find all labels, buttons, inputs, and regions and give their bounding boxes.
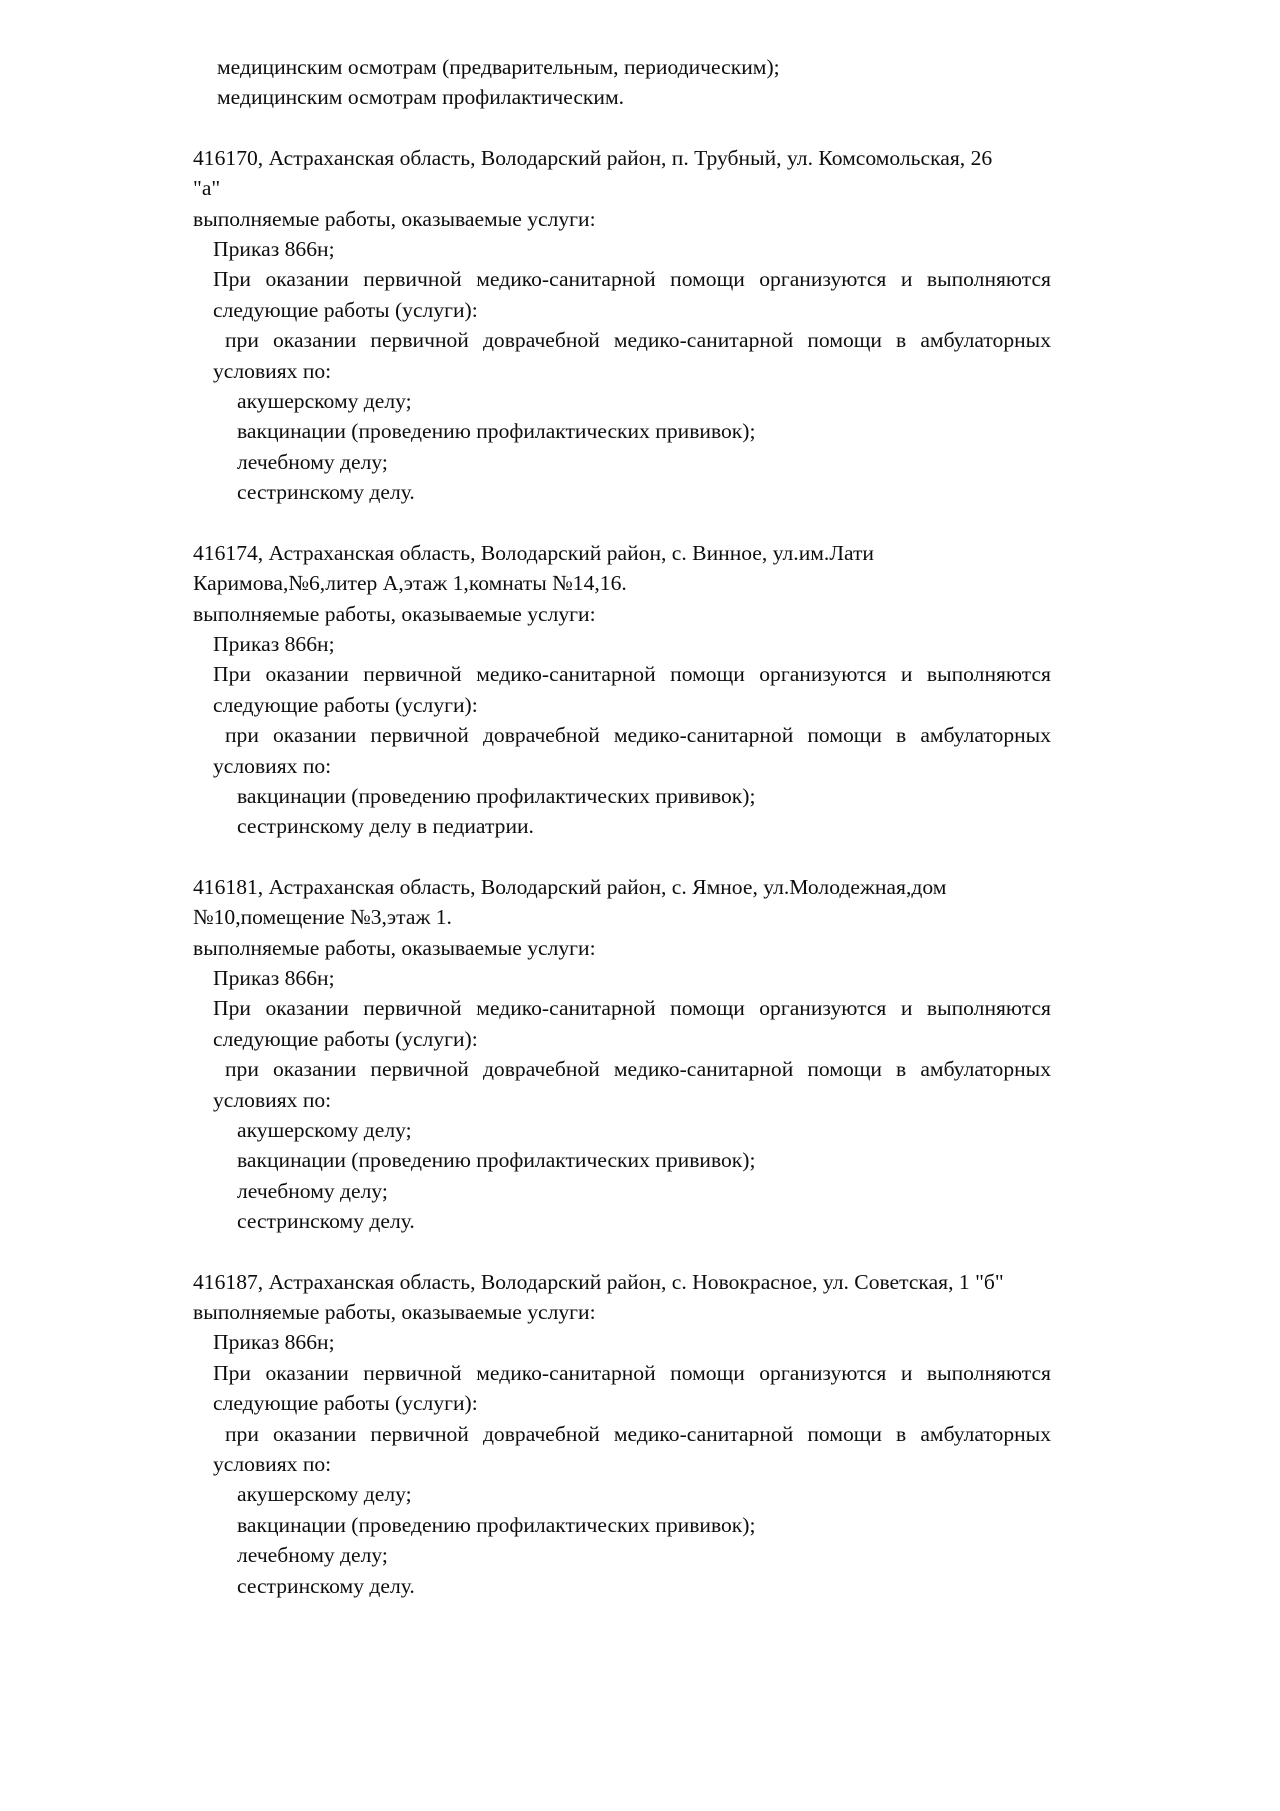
- service-item: лечебному делу;: [237, 449, 388, 474]
- address-block: [193, 1267, 1057, 1601]
- service-item: вакцинации (проведению профилактических прививок);: [237, 783, 756, 808]
- address-line: "а": [193, 176, 221, 201]
- order-label: Приказ 866н;: [213, 1330, 335, 1355]
- service-item: акушерскому делу;: [237, 1118, 412, 1142]
- service-item: лечебному делу;: [237, 1178, 388, 1203]
- works-services-label: выполняемые работы, оказываемые услуги:: [193, 1300, 596, 1325]
- document-text-body: [193, 52, 1057, 1601]
- primary-care-paragraph: При оказании первичной медико-санитарной помощи организуются и выполняются следующие работы (услуги):: [213, 267, 1057, 322]
- prehospital-paragraph: при оказании первичной доврачебной медико-санитарной помощи в амбулаторных условиях по:: [213, 723, 1057, 778]
- works-services-label: выполняемые работы, оказываемые услуги:: [193, 935, 596, 960]
- service-item: вакцинации (проведению профилактических прививок);: [237, 1148, 756, 1173]
- service-item: сестринскому делу.: [237, 1573, 415, 1598]
- prehospital-paragraph: при оказании первичной доврачебной медико-санитарной помощи в амбулаторных условиях по:: [213, 1421, 1057, 1477]
- address-line: №10,помещение №3,этаж 1.: [193, 905, 452, 930]
- works-services-label: выполняемые работы, оказываемые услуги:: [193, 601, 596, 626]
- service-item: акушерскому делу;: [237, 389, 412, 414]
- service-item: сестринскому делу.: [237, 480, 415, 505]
- primary-care-paragraph: При оказании первичной медико-санитарной помощи организуются и выполняются следующие работы (услуги):: [213, 996, 1057, 1051]
- works-services-label: выполняемые работы, оказываемые услуги:: [193, 206, 596, 231]
- service-item: акушерскому делу;: [237, 1482, 412, 1507]
- address-line: 416187, Астраханская область, Володарский район, с. Новокрасное, ул. Советская, 1 "б": [193, 1269, 1004, 1294]
- intro-line: медицинским осмотрам профилактическим.: [217, 85, 625, 110]
- prehospital-paragraph: при оказании первичной доврачебной медико-санитарной помощи в амбулаторных условиях по:: [213, 328, 1057, 383]
- address-line: 416174, Астраханская область, Володарский район, с. Винное, ул.им.Лати: [193, 540, 874, 565]
- service-item: вакцинации (проведению профилактических прививок);: [237, 1512, 756, 1537]
- address-line: 416181, Астраханская область, Володарский район, с. Ямное, ул.Молодежная,дом: [193, 874, 947, 899]
- intro-line: медицинским осмотрам (предварительным, периодическим);: [217, 55, 780, 79]
- primary-care-paragraph: При оказании первичной медико-санитарной помощи организуются и выполняются следующие работы (услуги):: [213, 1360, 1057, 1416]
- address-block: [193, 872, 1057, 1237]
- order-label: Приказ 866н;: [213, 237, 335, 262]
- prehospital-paragraph: при оказании первичной доврачебной медико-санитарной помощи в амбулаторных условиях по:: [213, 1057, 1057, 1112]
- address-block: [193, 143, 1057, 508]
- service-item: вакцинации (проведению профилактических прививок);: [237, 419, 756, 444]
- service-item: лечебному делу;: [237, 1543, 388, 1568]
- primary-care-paragraph: При оказании первичной медико-санитарной помощи организуются и выполняются следующие работы (услуги):: [213, 662, 1057, 717]
- address-block: [193, 538, 1057, 842]
- order-label: Приказ 866н;: [213, 965, 335, 990]
- order-label: Приказ 866н;: [213, 631, 335, 656]
- address-line: Каримова,№6,литер А,этаж 1,комнаты №14,16.: [193, 571, 627, 596]
- service-item: сестринскому делу в педиатрии.: [237, 814, 534, 839]
- service-item: сестринскому делу.: [237, 1209, 415, 1234]
- address-line: 416170, Астраханская область, Володарский район, п. Трубный, ул. Комсомольская, 26: [193, 145, 993, 170]
